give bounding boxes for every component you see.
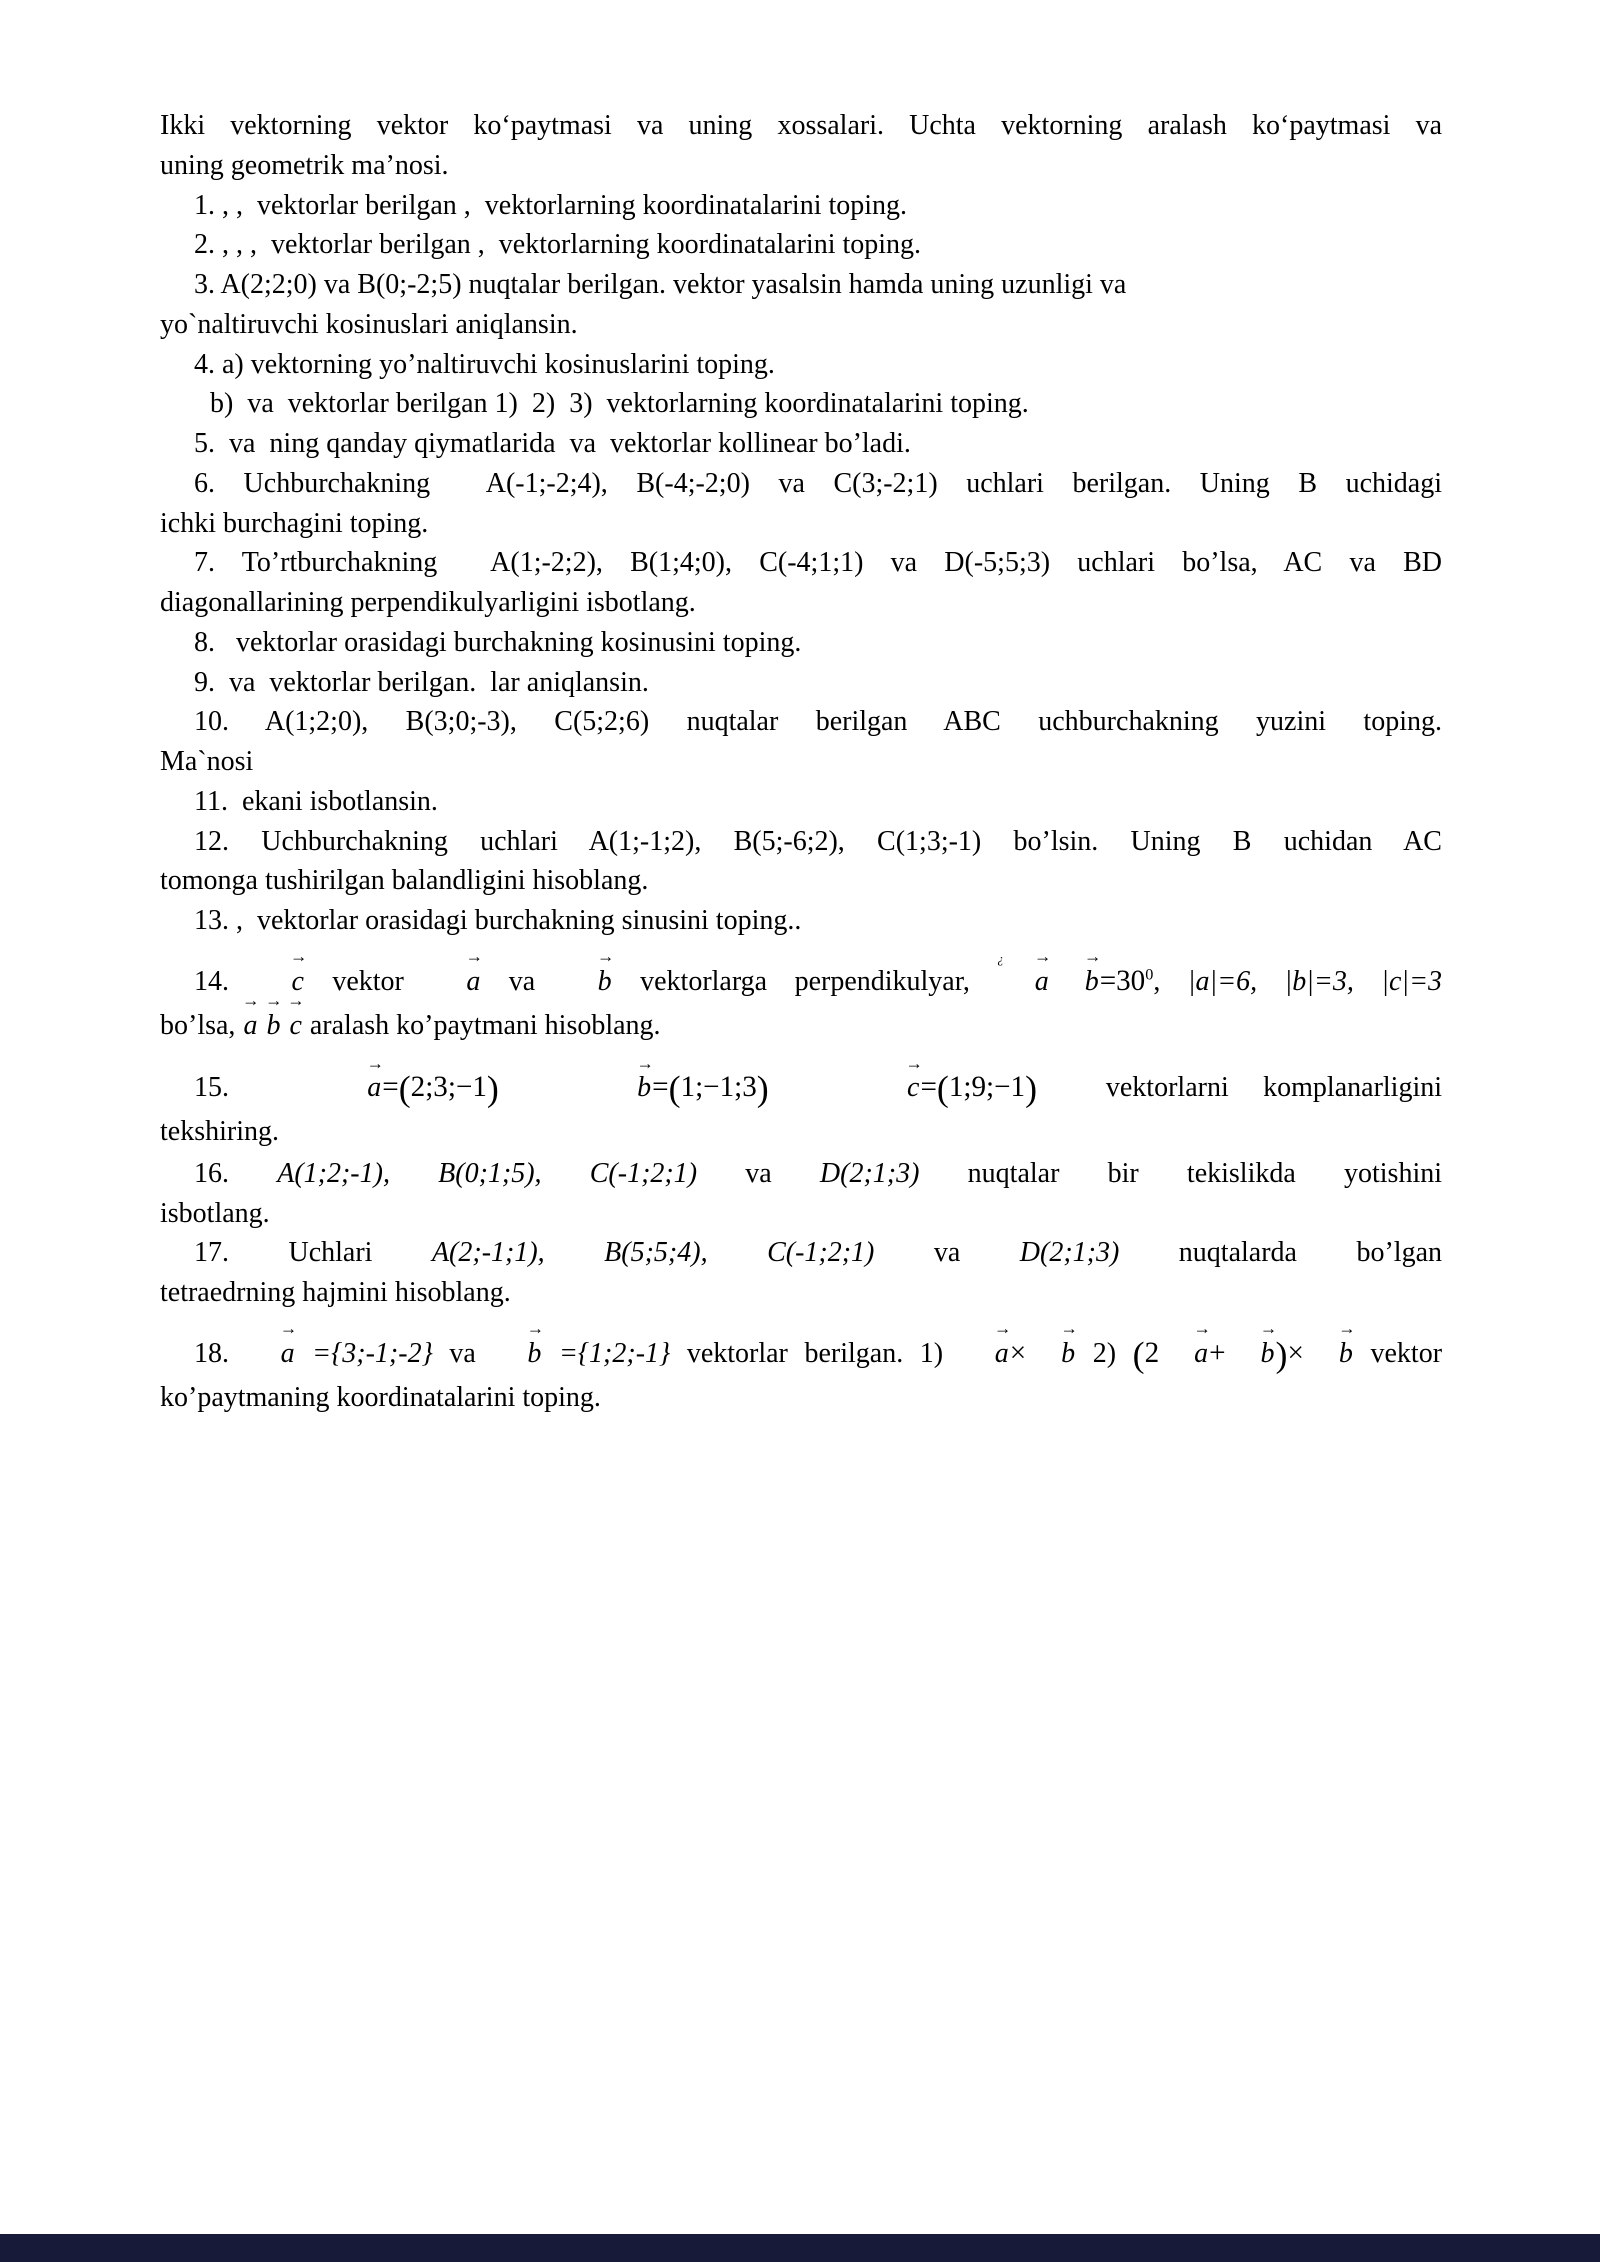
math-text: =30 [1099,964,1146,997]
problem-item-12: 12. Uchburchakning uchlari A(1;-1;2), B(5;-6;2), C(1;3;-1) bo’lsin. Uning B uchidan ACtomonga tushirilgan balandligini hisoblang. [160,822,1442,902]
math-text: = [920,1071,937,1104]
problem-item-17: 17. Uchlari A(2;-1;1), B(5;5;4), C(-1;2;1) va D(2;1;3) nuqtalarda bo’lgantetraedrning hajmini hisoblang. [160,1233,1442,1313]
vector-symbol: → b [1050,960,1100,1003]
math-text: = [382,1071,399,1104]
vector-symbol: → c [872,1066,920,1109]
paren: ) [1025,1068,1038,1109]
math-text: 1;9;−1 [948,1071,1026,1104]
problem-item-11: 11. ekani isbotlansin. [194,785,438,817]
problem-item-3: 3. A(2;2;0) va B(0;-2;5) nuqtalar berilgan. vektor yasalsin hamda uning uzunligi va yo`naltiruvchi kosinuslari aniqlansin. [160,269,1127,340]
justified-line: 10. A(1;2;0), B(3;0;-3), C(5;2;6) nuqtalar berilgan ABC uchburchakning yuzini toping. [194,706,1442,738]
math-text: 2;3;−1 [410,1071,487,1104]
problem-item-8: 8. vektorlar orasidagi burchakning kosinusini toping. [194,626,802,658]
italic-text: D(2;1;3) [819,1157,920,1189]
vector-symbol: → a [960,1332,1010,1375]
problem-item-4a: 4. a) vektorning yo’naltiruvchi kosinuslarini toping. [194,348,775,380]
justified-line: 16. A(1;2;-1), B(0;1;5), C(-1;2;1) va D(2;1;3) nuqtalar bir tekislikda yotishini [194,1157,1443,1189]
problem-item-9: 9. va vektorlar berilgan. lar aniqlansin. [194,666,649,698]
vector-symbol: → c [288,1004,302,1047]
paren: ( [936,1068,949,1109]
intro-paragraph: Ikki vektorning vektor ko‘paytmasi va uning xossalari. Uchta vektorning aralash ko‘paytmasi vauning geometrik ma’nosi. [160,106,1442,186]
problem-item-1: 1. , , vektorlar berilgan , vektorlarning koordinatalarini toping. [194,189,908,221]
vector-symbol: → b [1226,1332,1276,1375]
vector-symbol: → c [256,960,304,1003]
problem-item-5: 5. va ning qanday qiymatlarida va vektorlar kollinear bo’ladi. [194,428,911,459]
superscript: 0 [1145,965,1154,984]
paren: ( [1132,1334,1145,1375]
math-text: 1;−1;3 [680,1071,757,1104]
justified-line: 15. → a=(2;3;−1) → b=(1;−1;3) → c=(1;9;−1) vektorlarni komplanarligini [160,1065,1442,1110]
problem-item-7: 7. To’rtburchakning A(1;-2;2), B(1;4;0), C(-4;1;1) va D(-5;5;3) uchlari bo’lsa, AC va BDdiagonallarining perpendikulyarligini isbotlang. [160,543,1442,623]
vector-symbol: → a [332,1066,382,1109]
problem-item-10: 10. A(1;2;0), B(3;0;-3), C(5;2;6) nuqtalar berilgan ABC uchburchakning yuzini toping.Ma`nosi [160,702,1442,782]
bottom-bar [0,2234,1600,2262]
justified-line: 14. → c vektor → a va → b vektorlarga perpendikulyar, $^¿\to a \to b=30^0$, |a|=6, |b|=3, |c|=3 [160,959,1442,1004]
math-text: = [652,1071,669,1104]
paren: ( [668,1068,681,1109]
problem-item-2: 2. , , , vektorlar berilgan , vektorlarning koordinatalarini toping. [194,229,922,261]
italic-text: D(2;1;3) [1019,1237,1120,1269]
paren: ) [756,1068,769,1109]
vector-symbol: → a [1000,960,1050,1003]
justified-line: 7. To’rtburchakning A(1;-2;2), B(1;4;0), C(-4;1;1) va D(-5;5;3) uchlari bo’lsa, AC va BD [194,547,1442,579]
math-text: × [1009,1336,1027,1369]
italic-text: A(2;-1;1), B(5;5;4), C(-1;2;1) [431,1237,875,1269]
paren: ) [1275,1334,1288,1375]
vector-symbol: → a [242,1004,258,1047]
problem-item-15: 15. → a=(2;3;−1) → b=(1;−1;3) → c=(1;9;−1) vektorlarni komplanarliginitekshiring. [160,1049,1442,1154]
italic-text: |a|=6, |b|=3, |c|=3 [1187,965,1442,997]
italic-text: ={3;-1;-2} [295,1337,433,1369]
vector-symbol: → a [431,960,481,1003]
justified-line: 6. Uchburchakning A(-1;-2;4), B(-4;-2;0) va C(3;-2;1) uchlari berilgan. Uning B uchidagi [194,467,1442,499]
problem-item-18: 18. → a ={3;-1;-2} va → b ={1;2;-1} vektorlar berilgan. 1) → a× → b 2) (2 → a+ → b)× → b vektorko’paytmaning koordinatalarini toping. [160,1315,1442,1420]
vector-symbol: → a [1159,1332,1209,1375]
justified-line: 12. Uchburchakning uchlari A(1;-1;2), B(5;-6;2), C(1;3;-1) bo’lsin. Uning B uchidan AC [194,825,1442,857]
problem-item-4b: b) va vektorlar berilgan 1) 2) 3) vektorlarning koordinatalarini toping. [210,388,1029,420]
items-list [160,106,1442,1419]
vector-symbol: → b [1026,1332,1076,1375]
problem-item-13: 13. , vektorlar orasidagi burchakning sinusini toping.. [194,905,802,936]
problem-item-16: 16. A(1;2;-1), B(0;1;5), C(-1;2;1) va D(2;1;3) nuqtalar bir tekislikda yotishiniisbotlang. [160,1154,1442,1234]
justified-line: 17. Uchlari A(2;-1;1), B(5;5;4), C(-1;2;1) va D(2;1;3) nuqtalarda bo’lgan [194,1237,1442,1269]
vector-symbol: → b [602,1066,652,1109]
problem-item-14: 14. → c vektor → a va → b vektorlarga perpendikulyar, $^¿\to a \to b=30^0$, |a|=6, |b|=3, |c|=3bo’lsa, → a → b → c aralash ko’paytmani hisoblang. [160,943,1442,1048]
document-content [160,106,1442,1419]
math-text: + [1209,1336,1226,1369]
justified-line: Ikki vektorning vektor ko‘paytmasi va uning xossalari. Uchta vektorning aralash ko‘paytmasi va [160,110,1442,141]
vector-symbol: → a [246,1332,296,1375]
math-text: × [1287,1336,1304,1369]
math-text: 2 [1144,1336,1160,1369]
problem-item-6: 6. Uchburchakning A(-1;-2;4), B(-4;-2;0) va C(3;-2;1) uchlari berilgan. Uning B uchidagiichki burchagini toping. [160,464,1442,544]
vector-symbol: → b [492,1332,542,1375]
italic-text: A(1;2;-1), B(0;1;5), C(-1;2;1) [277,1157,698,1189]
vector-symbol: → b [1304,1332,1354,1375]
vector-symbol: → b [265,1004,281,1047]
vector-symbol: → b [563,960,613,1003]
paren: ( [398,1068,411,1109]
italic-text: ={1;2;-1} [542,1337,671,1369]
justified-line: 18. → a ={3;-1;-2} va → b ={1;2;-1} vektorlar berilgan. 1) → a× → b 2) (2 → a+ → b)× → b vektor [160,1331,1442,1376]
paren: ) [486,1068,499,1109]
math-artifact: ¿ [997,952,1004,967]
